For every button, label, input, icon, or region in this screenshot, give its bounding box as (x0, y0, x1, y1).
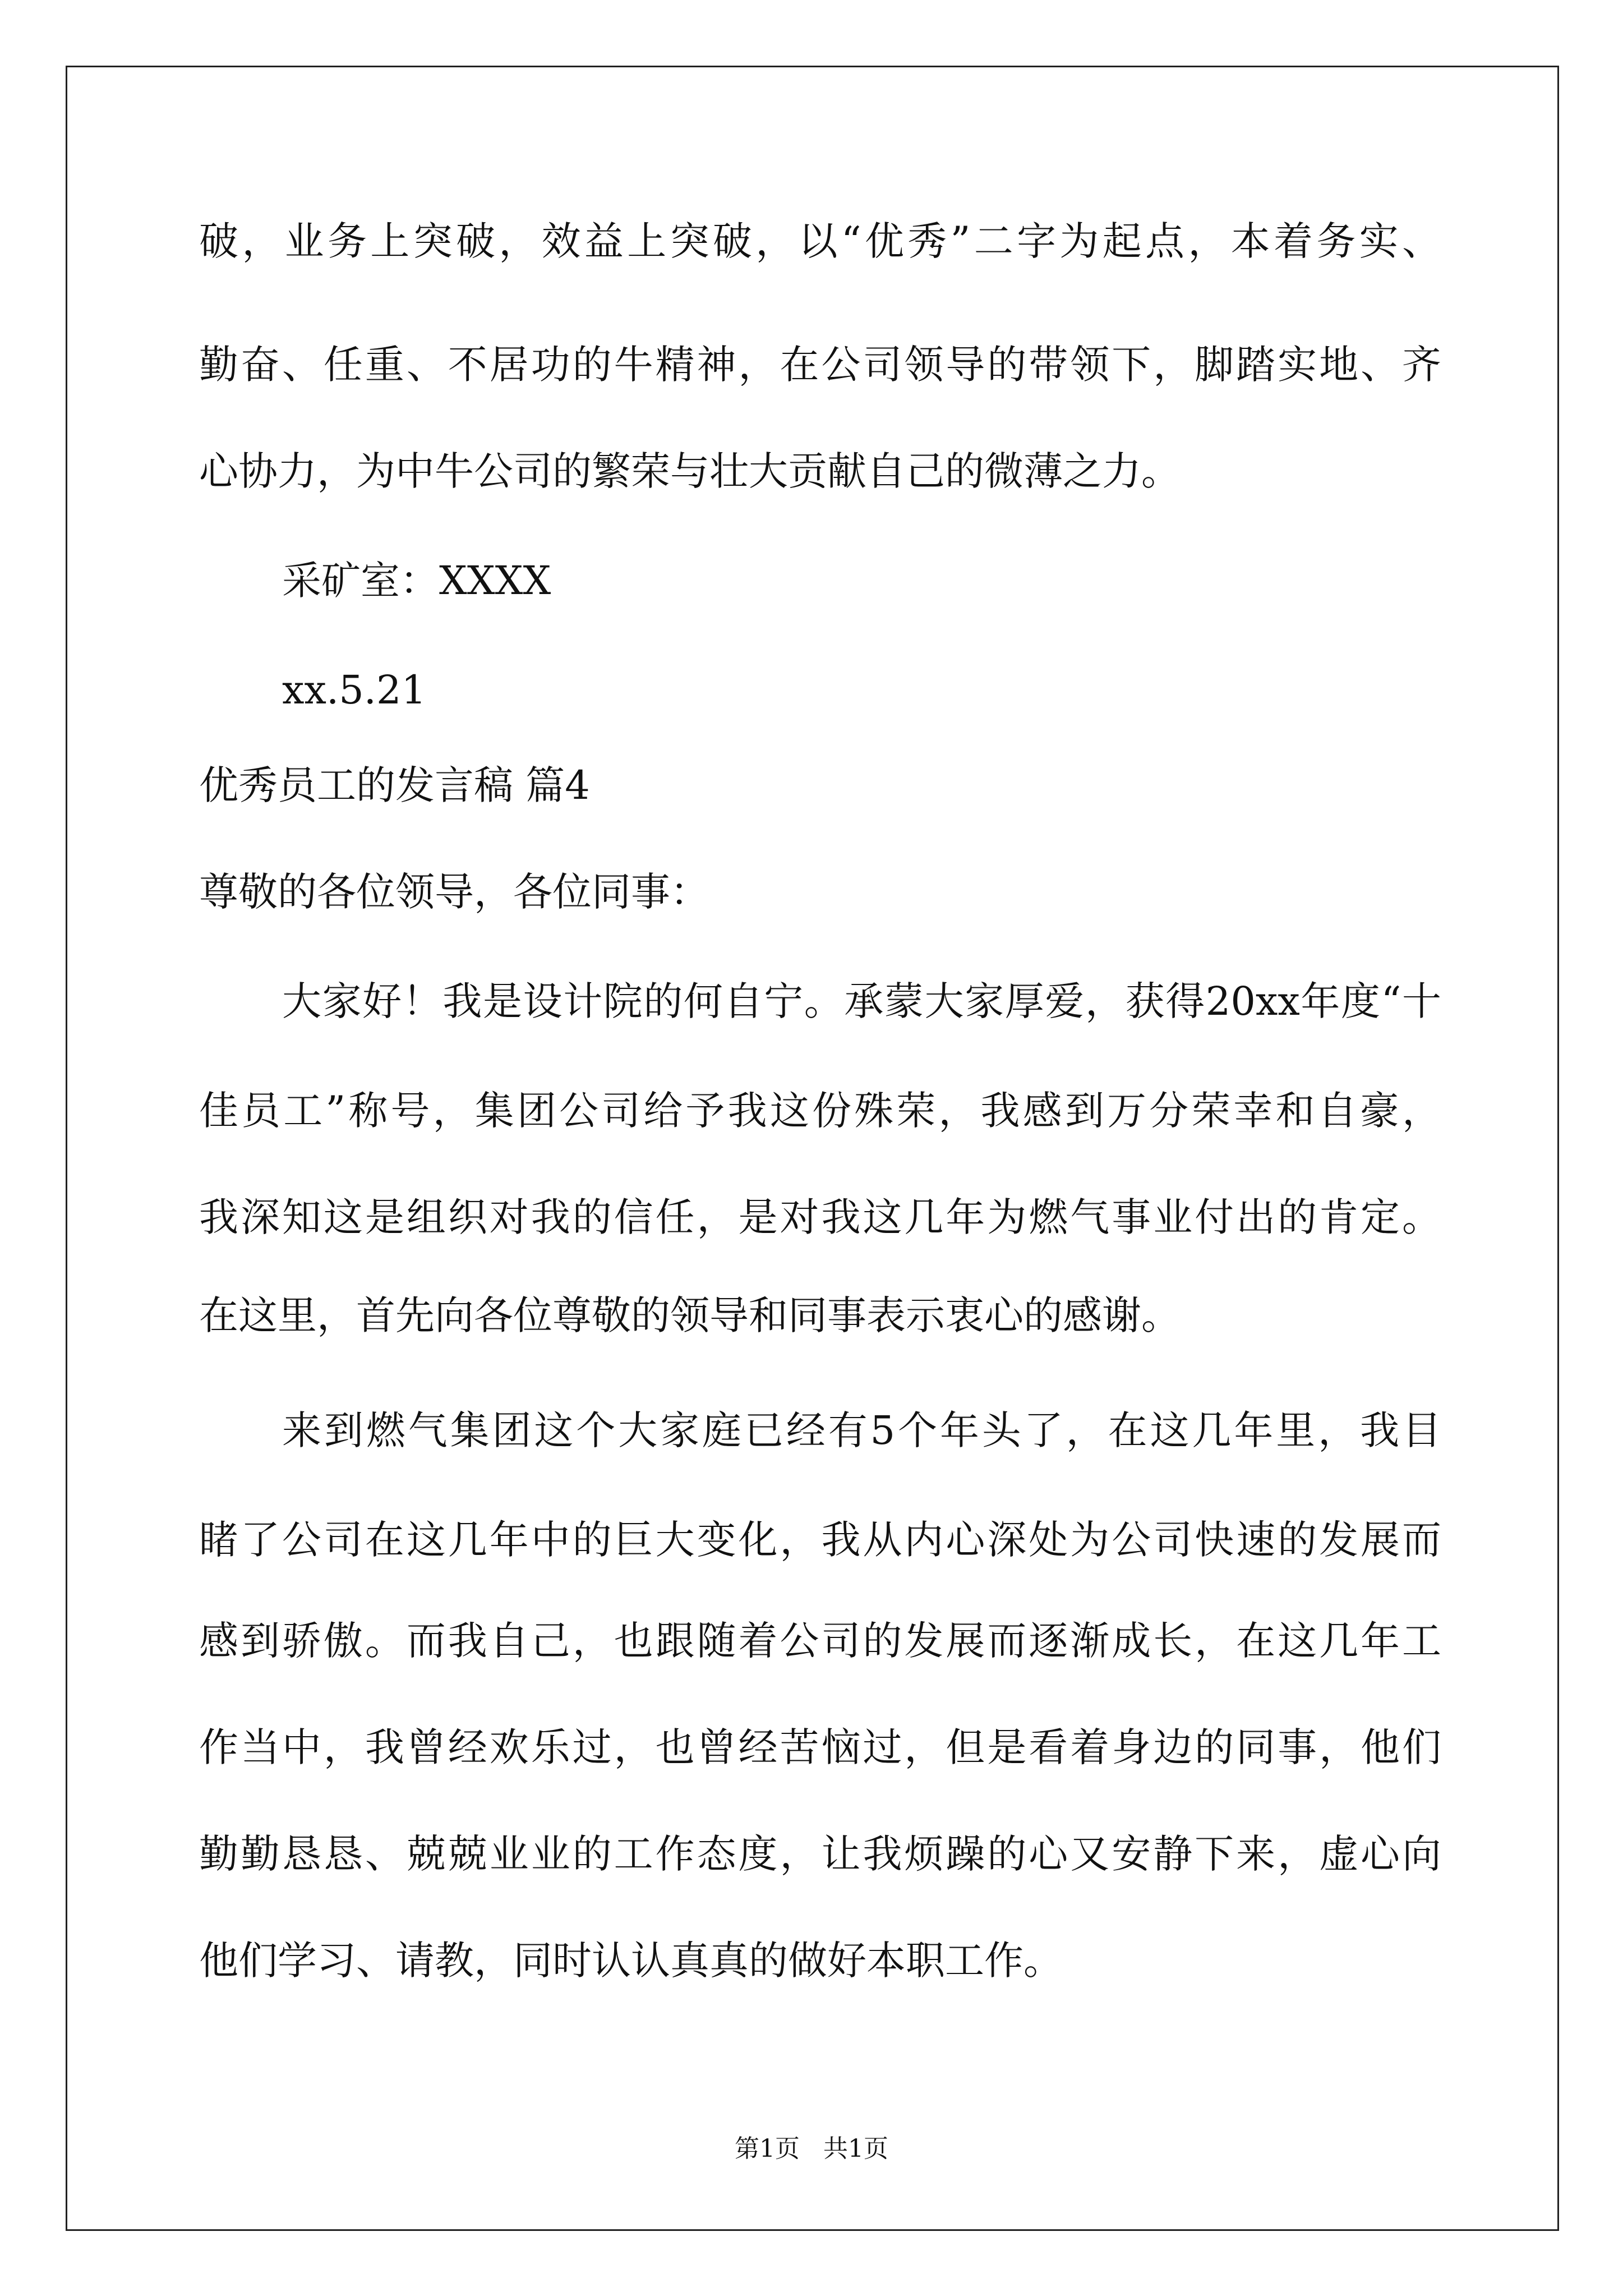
paragraph-line: 来到燃气集团这个大家庭已经有5个年头了，在这几年里，我目 (282, 1407, 1441, 1453)
salutation-line: 尊敬的各位领导，各位同事： (199, 869, 709, 915)
paragraph-line: 在这里，首先向各位尊敬的领导和同事表示衷心的感谢。 (199, 1292, 1181, 1338)
paragraph-line: 我深知这是组织对我的信任，是对我这几年为燃气事业付出的肯定。 (199, 1194, 1441, 1240)
paragraph-line: 睹了公司在这几年中的巨大变化，我从内心深处为公司快速的发展而 (199, 1517, 1441, 1563)
paragraph-line: 他们学习、请教，同时认认真真的做好本职工作。 (199, 1938, 1063, 1984)
signature-line: 采矿室：XXXX (282, 558, 551, 604)
date-line: xx.5.21 (282, 667, 427, 713)
paragraph-line: 破，业务上突破，效益上突破，以“优秀”二字为起点，本着务实、 (199, 218, 1441, 264)
paragraph-line: 佳员工”称号，集团公司给予我这份殊荣，我感到万分荣幸和自豪， (199, 1088, 1441, 1134)
paragraph-line: 勤奋、任重、不居功的牛精神，在公司领导的带领下，脚踏实地、齐 (199, 342, 1441, 388)
paragraph-line: 感到骄傲。而我自己，也跟随着公司的发展而逐渐成长，在这几年工 (199, 1618, 1441, 1664)
paragraph-line: 勤勤恳恳、兢兢业业的工作态度，让我烦躁的心又安静下来，虚心向 (199, 1831, 1441, 1877)
page-border (66, 66, 1559, 2231)
paragraph-line: 大家好！我是设计院的何自宁。承蒙大家厚爱，获得20xx年度“十 (282, 978, 1441, 1024)
section-heading: 优秀员工的发言稿 篇4 (199, 762, 590, 808)
paragraph-line: 作当中，我曾经欢乐过，也曾经苦恼过，但是看着身边的同事，他们 (199, 1724, 1441, 1770)
page-number-footer: 第1页 共1页 (735, 2134, 888, 2163)
paragraph-line: 心协力，为中牛公司的繁荣与壮大贡献自己的微薄之力。 (199, 448, 1181, 494)
